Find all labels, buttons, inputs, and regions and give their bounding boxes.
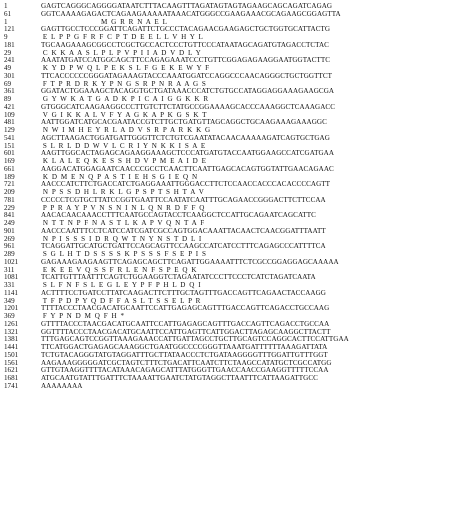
amino-acid-sequence: G Y W K A T G A D K P I C A I G G K K R bbox=[41, 95, 209, 103]
position-number: 1741 bbox=[4, 381, 19, 390]
position-number: 89 bbox=[4, 95, 12, 103]
nucleotide-sequence: TTTTACCCTAACGACATGCAATTCCATTGAGAGCAGTTTGACCAGTTCAGACCTGCCAAG bbox=[41, 304, 330, 313]
position-number: 1 bbox=[4, 17, 8, 26]
position-number: 1 bbox=[4, 2, 8, 10]
nucleotide-sequence: GGTTTTACCCTAACGACATGCAATTCCATTGAGTTCATTGGACTTAGAGCAAGGCTTACTT bbox=[41, 327, 331, 336]
nucleotide-sequence: AAGGACATGGAGAATCAACCCGCCTCAACTTCAATTGAGCACAGTGGTATTGAACAGAAC bbox=[41, 164, 334, 173]
nucleotide-sequence: CCCCCTCGTGCTTATCCGGTGAATTCCAATATCAATTTGCAGAACCGGGACTTCTTCCAA bbox=[41, 195, 326, 204]
position-number: 229 bbox=[4, 203, 15, 212]
amino-acid-sequence: C K K A A S L P L P V P I I A D V D L Y bbox=[41, 48, 201, 57]
position-number: 901 bbox=[4, 226, 15, 235]
position-number: 1621 bbox=[4, 366, 19, 375]
position-number: 1441 bbox=[4, 343, 19, 351]
nucleotide-sequence: ATGCAATGTATTTGATTTCTAAAATTGAATCTATGTAGGCTTAATTTCATTAAGATTGCC bbox=[41, 374, 318, 382]
position-number: 541 bbox=[4, 133, 15, 142]
position-number: 1501 bbox=[4, 350, 19, 359]
nucleotide-sequence: AAATATGATCCATGGCAGCTTCCAGAGAAATCCCTGTTCGGAGAGAAGGAATGGTACTTC bbox=[41, 56, 331, 65]
position-number: 781 bbox=[4, 195, 15, 204]
position-number: 69 bbox=[4, 79, 12, 88]
position-number: 369 bbox=[4, 312, 15, 320]
position-number: 1141 bbox=[4, 288, 18, 297]
position-number: 9 bbox=[4, 33, 8, 41]
amino-acid-sequence: K Y D P W Q L P E K S L F G E K E W Y F bbox=[41, 64, 210, 72]
nucleotide-sequence: GTTGTAAGGTTTTACATAAACAGAGCATTTATGGGTTGAACCAACCGAAGGTTTTTCCAA bbox=[41, 366, 329, 375]
nucleotide-sequence: AAGAAAGGGGGATCGCTAGTCTTTCTGACATTCAATCTTCTAAGCCATATGCTCGCCATGG bbox=[41, 358, 332, 367]
position-number: 29 bbox=[4, 48, 12, 57]
amino-acid-sequence: E L P P G F R F C P T D E E L L V H Y L bbox=[41, 33, 203, 41]
nucleotide-sequence: AACCCATCTTCTGACCATCTGAGGAAATTGGGACCTTCTCCAACCACCCACACCCCAGTT bbox=[41, 180, 331, 189]
amino-acid-sequence: K L A L E Q K E S S H D V P M E A I D E bbox=[41, 157, 207, 165]
position-number: 601 bbox=[4, 149, 15, 158]
nucleotide-sequence: AACCCAATTTCCTCATCCATCGATCGCCAGTGGACAAATTACAACTCAACGGATTTAATT bbox=[41, 226, 326, 235]
nucleotide-sequence: AACACAACAAACCTTTCAATGCCAGTACCTCAAGGCTCCATTGCAGAATCAGCATTC bbox=[41, 211, 316, 220]
position-number: 961 bbox=[4, 242, 15, 251]
nucleotide-sequence: TCAGGATTGCATGCTGATTCCAGCAGTTCCAAGCCATCATCCTTTCAGAGCCCATTTTCA bbox=[41, 242, 326, 251]
position-number: 721 bbox=[4, 180, 15, 189]
amino-acid-sequence: E K E E V Q S S F R L E N F S P E Q K bbox=[41, 265, 197, 274]
position-number: 421 bbox=[4, 102, 15, 111]
position-number: 189 bbox=[4, 172, 15, 181]
nucleotide-line bbox=[4, 383, 455, 391]
position-number: 151 bbox=[4, 141, 15, 150]
nucleotide-sequence: AAAAAAAA bbox=[41, 381, 83, 390]
position-number: 209 bbox=[4, 188, 15, 196]
amino-acid-sequence: P P R A Y P V N S N I N L Q N R D F F Q bbox=[41, 203, 205, 212]
amino-acid-sequence: T F P D P Y Q D F F A S L T S S E L P R bbox=[41, 296, 201, 305]
nucleotide-sequence: TTTGAGCAGTCCGGTTAAAGAAACCATTGATTAGCCTGCTTGCAGTCCAGGCACTTCCATTGAA bbox=[41, 335, 349, 344]
position-number: 301 bbox=[4, 71, 15, 80]
amino-acid-sequence: V G I K K A L V F Y A G K A P K G S K T bbox=[41, 110, 207, 119]
nucleotide-sequence: TTCACCCCCCGGGATAGAAAGTACCCAAATGGATCCAGGCCCAACAGGGCTGCTGGTTCT bbox=[41, 71, 333, 80]
nucleotide-sequence: AAGTTGGCACTAGAGCAGAAGGAAAGCTCCCATGATGTACCAATGGAAGCCATCGATGAA bbox=[41, 149, 335, 158]
position-number: 129 bbox=[4, 126, 15, 134]
position-number: 241 bbox=[4, 56, 15, 65]
nucleotide-sequence: GAGTTGCCTCCCGGATTCAGATTCTGCCCTACAGAACGAAGAGCTGCTGGTGCATTACTG bbox=[41, 25, 331, 34]
position-number: 1261 bbox=[4, 319, 19, 328]
position-number: 109 bbox=[4, 110, 15, 119]
position-number: 841 bbox=[4, 211, 15, 220]
amino-acid-sequence: S L R L D D W V L C R I Y N K K I S A E bbox=[41, 141, 206, 150]
nucleotide-sequence: GGATACTGGAAAGCTACAGGTGCTGATAAACCCATCTGTGCCATAGGAGGAAAGAAGCGA bbox=[41, 87, 335, 96]
position-number: 269 bbox=[4, 234, 15, 243]
nucleotide-sequence: TCATTGTTTAATTTCAGTCTGGAAGGTCTAGAATATCCCTTCCCTCATCTAGATCAATA bbox=[41, 273, 316, 282]
amino-acid-sequence: F Y P N D M Q F H * bbox=[41, 312, 125, 320]
position-number: 181 bbox=[4, 40, 15, 49]
nucleotide-sequence: GTGGGCATCAAGAAGGCCCTTGTCTTCTATGCCGGAAAAGCACCCAAAGGCTCAAAGACC bbox=[41, 102, 335, 111]
position-number: 349 bbox=[4, 296, 15, 305]
amino-acid-sequence: S G L H T D S S S S K P S S S F S E P I S bbox=[41, 250, 207, 258]
nucleotide-sequence: TCTGTACAGGGTATGTAGGATTTGCTTATAACCCTCTGATAAGGGGTTTGGATTGTTTGGT bbox=[41, 350, 328, 359]
nucleotide-sequence: GGTCAAAAGAGACTCAGAAGAAAAATAAACATGGGCCGAAGAAACGCAGAAGCGGAGTTA bbox=[41, 9, 341, 18]
amino-acid-sequence: S L F N F S L E G L E Y P F P H L D Q I bbox=[41, 281, 201, 289]
nucleotide-sequence: GAGAAAGAAGAAGTTCAGAGCAGCTTCAGATTGGAAAATTTCTCGCCGGAGGAGCAAAAA bbox=[41, 257, 339, 266]
position-number: 289 bbox=[4, 250, 15, 258]
position-number: 49 bbox=[4, 64, 12, 72]
amino-acid-sequence: F T P R D R K Y P N G S R P N R A A G S bbox=[41, 79, 206, 88]
position-number: 169 bbox=[4, 157, 15, 165]
position-number: 1561 bbox=[4, 358, 19, 367]
nucleotide-sequence: AGCTTAAGACTGGATGATTGGGTTCTCTGTCGAATATACAACAAAAAGATCAGTGCTGAG bbox=[41, 133, 330, 142]
position-number: 1201 bbox=[4, 304, 19, 313]
nucleotide-sequence: ACTTTTCCTGATCCTTATCAAGACTTCTTTGCTAGTTTGACCAGTTCAGAACTACCAAGG bbox=[41, 288, 326, 297]
amino-acid-sequence: N T T N P F N A S T L K A P V Q N T A F bbox=[41, 219, 205, 227]
position-number: 61 bbox=[4, 9, 12, 18]
position-number: 311 bbox=[4, 265, 15, 274]
position-number: 1081 bbox=[4, 273, 19, 282]
position-number: 1021 bbox=[4, 257, 19, 266]
position-number: 1321 bbox=[4, 327, 19, 336]
amino-acid-sequence: M G R R N A E L bbox=[41, 17, 167, 26]
position-number: 121 bbox=[4, 25, 15, 34]
position-number: 1381 bbox=[4, 335, 19, 344]
amino-acid-sequence: N W I M H E Y R L A D V S R P A R K K G bbox=[41, 126, 211, 134]
position-number: 249 bbox=[4, 219, 15, 227]
position-number: 481 bbox=[4, 118, 15, 127]
position-number: 361 bbox=[4, 87, 15, 96]
nucleotide-sequence: TTCATGGACTGAGAGCAAAGGCTGAATGGCCCCGGGTTAAATGATTTTTTAAAGATTATA bbox=[41, 343, 328, 351]
position-number: 661 bbox=[4, 164, 15, 173]
nucleotide-sequence: AATTGGATCATGCACGAATACCGTCTTGCTGATGTTAGCAGGCTGCAAGAAAGAAAGGC bbox=[41, 118, 327, 127]
amino-acid-sequence: N P I S S S I D R Q W T N Y N S T D L I bbox=[41, 234, 202, 243]
position-number: 331 bbox=[4, 281, 15, 289]
nucleotide-sequence: GAGTCAGGGCAGGGGATAATCTTTACAAGTTTAGATAGTAGTAGAAGCAGCAGATCAGAG bbox=[41, 2, 333, 10]
nucleotide-sequence: GTTTTACCCTAACGACATGCAATTCCATTGAGAGCAGTTTGACCAGTTCAGACCTGCCAA bbox=[41, 319, 330, 328]
position-number: 1681 bbox=[4, 374, 19, 382]
nucleotide-sequence: TGCAAGAAAGCGGCCTCGCTGCCACTCCCTGTTCCCATAATAGCAGATGTAGACCTCTAC bbox=[41, 40, 329, 49]
amino-acid-sequence: K D M E N Q P A S T I E H S G I E Q N bbox=[41, 172, 198, 181]
amino-acid-sequence: N P S S D H L R K L G P S P T S H T A V bbox=[41, 188, 204, 196]
